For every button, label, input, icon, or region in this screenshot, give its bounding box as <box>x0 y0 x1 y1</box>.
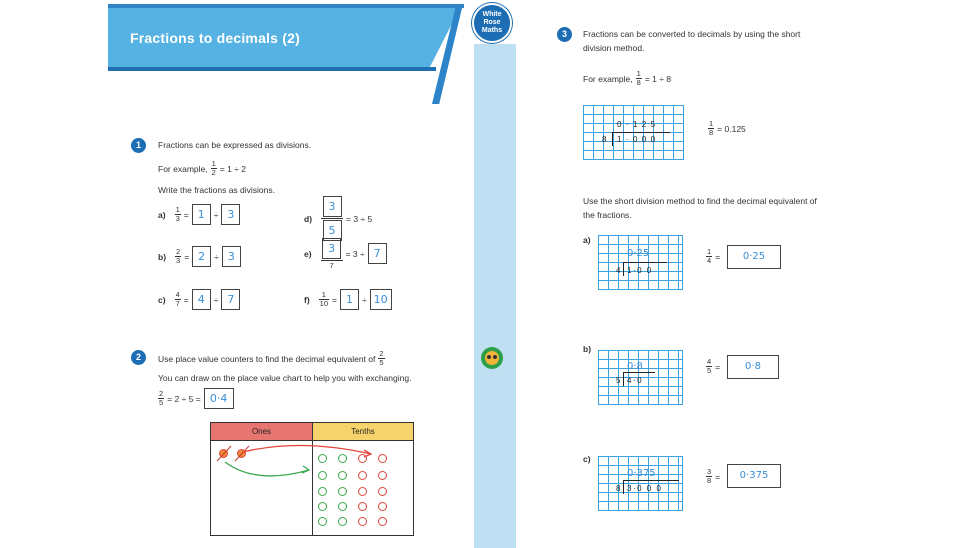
white-rose-logo: White Rose Maths <box>472 3 512 43</box>
ones-column-header: Ones <box>211 423 313 441</box>
q3c-dividend: 3·0 0 0 <box>627 484 663 493</box>
q3a-quotient: 0·25 <box>627 248 650 259</box>
tenths-counter <box>358 487 367 496</box>
question-2-number: 2 <box>131 350 146 365</box>
q1e-answer[interactable]: 7 <box>368 243 387 264</box>
banner-bottom-stripe <box>108 67 436 71</box>
q3c-answer-row: $\frac{3}{8}$ = <box>707 467 721 485</box>
page-gutter <box>474 44 516 548</box>
q3-line1: Fractions can be converted to decimals by using the short <box>583 29 801 39</box>
q3a-answer-row: $\frac{1}{4}$ = <box>707 247 721 265</box>
tenths-counter <box>338 502 347 511</box>
q2-line1: Use place value counters to find the decimal equivalent of $\frac{2}{5}$ <box>158 349 384 367</box>
q1a-answer-2[interactable]: 3 <box>221 204 240 225</box>
question-1-number: 1 <box>131 138 146 153</box>
q1e-answer-top[interactable]: 3 <box>322 238 341 259</box>
q1f-answer-1[interactable]: 1 <box>340 289 359 310</box>
tenths-counter <box>318 487 327 496</box>
q3a-label: a) <box>583 235 591 245</box>
banner-top-stripe <box>108 4 464 8</box>
q1c-answer-1[interactable]: 4 <box>192 289 211 310</box>
q3c-label: c) <box>583 454 591 464</box>
tenths-counter <box>338 454 347 463</box>
tenths-counter <box>378 471 387 480</box>
tenths-counter <box>358 471 367 480</box>
tenths-counter <box>338 487 347 496</box>
q3b-answer[interactable]: 0·8 <box>727 355 779 379</box>
q1-part-a: a) $\frac{1}{3}$ = 1 ÷ 3 <box>158 204 240 225</box>
tenths-counter <box>338 517 347 526</box>
q1-example-fraction: $\frac{1}{2}$ <box>211 159 216 177</box>
q3c-quotient: 0·375 <box>627 468 656 479</box>
tenths-counter <box>358 454 367 463</box>
tenths-counter <box>378 502 387 511</box>
question-3-number: 3 <box>557 27 572 42</box>
q3a-divisor: 4 <box>616 266 621 275</box>
q1c-answer-2[interactable]: 7 <box>221 289 240 310</box>
tenths-counter <box>318 454 327 463</box>
example-quotient: 0·125 <box>617 120 660 129</box>
q3-line2: division method. <box>583 43 645 53</box>
q2-line2: You can draw on the place value chart to help you with exchanging. <box>158 373 412 383</box>
q1-part-c: c) $\frac{4}{7}$ = 4 ÷ 7 <box>158 289 240 310</box>
q3a-dividend: 1·0 0 <box>627 266 653 275</box>
q1b-answer-2[interactable]: 3 <box>222 246 241 267</box>
q3-instruction-1: Use the short division method to find the decimal equivalent of <box>583 196 817 206</box>
q1-part-d: d) $\frac{3}{5}$ = 3 ÷ 5 <box>304 195 372 242</box>
q1-part-e: e) 3 7 = 3 ÷ 7 <box>304 237 387 270</box>
q1-instruction: Write the fractions as divisions. <box>158 185 275 195</box>
q1-intro: Fractions can be expressed as divisions. <box>158 140 312 150</box>
owl-icon <box>481 347 503 369</box>
q3b-quotient: 0·8 <box>627 361 643 372</box>
tenths-counter <box>338 471 347 480</box>
tenths-column-header: Tenths <box>313 423 413 441</box>
q1-example-suffix: = 1 ÷ 2 <box>219 163 246 174</box>
q3b-answer-row: $\frac{4}{5}$ = <box>707 357 721 375</box>
q1-example-prefix: For example, <box>158 163 208 174</box>
q1d-answer-top[interactable]: 3 <box>323 196 342 217</box>
example-result: $\frac{1}{8}$ = 0.125 <box>709 119 746 137</box>
q1-example <box>158 160 246 177</box>
tenths-counter <box>358 502 367 511</box>
q1b-answer-1[interactable]: 2 <box>192 246 211 267</box>
q3-instruction-2: the fractions. <box>583 210 632 220</box>
q3c-divisor: 8 <box>616 484 621 493</box>
tenths-counter <box>318 517 327 526</box>
q1-part-f: f) $\frac{1}{10}$ = 1 ÷ 10 <box>304 289 392 310</box>
example-divisor: 8 <box>602 135 607 144</box>
q1d-answer-bottom[interactable]: 5 <box>323 220 342 241</box>
q3b-dividend: 4·0 <box>627 376 644 385</box>
q3-example: For example, $\frac{1}{8}$ = 1 ÷ 8 <box>583 69 671 87</box>
q3a-answer[interactable]: 0·25 <box>727 245 781 269</box>
page-title: Fractions to decimals (2) <box>130 30 300 46</box>
q2-answer[interactable]: 0·4 <box>204 388 234 409</box>
tenths-counter <box>378 487 387 496</box>
q3b-divisor: 5 <box>616 376 621 385</box>
example-dividend: 1·000 <box>617 135 660 144</box>
q1a-answer-1[interactable]: 1 <box>192 204 211 225</box>
tenths-counter <box>318 471 327 480</box>
q3c-answer[interactable]: 0·375 <box>727 464 781 488</box>
tenths-counter <box>358 517 367 526</box>
place-value-chart[interactable] <box>210 422 414 536</box>
q1f-answer-2[interactable]: 10 <box>370 289 392 310</box>
q2-equation: $\frac{2}{5}$ = 2 ÷ 5 = 0·4 <box>158 388 234 409</box>
tenths-counter <box>378 517 387 526</box>
q3b-label: b) <box>583 344 592 354</box>
tenths-counter <box>378 454 387 463</box>
tenths-counter <box>318 502 327 511</box>
q1-part-b: b) $\frac{2}{3}$ = 2 ÷ 3 <box>158 246 241 267</box>
